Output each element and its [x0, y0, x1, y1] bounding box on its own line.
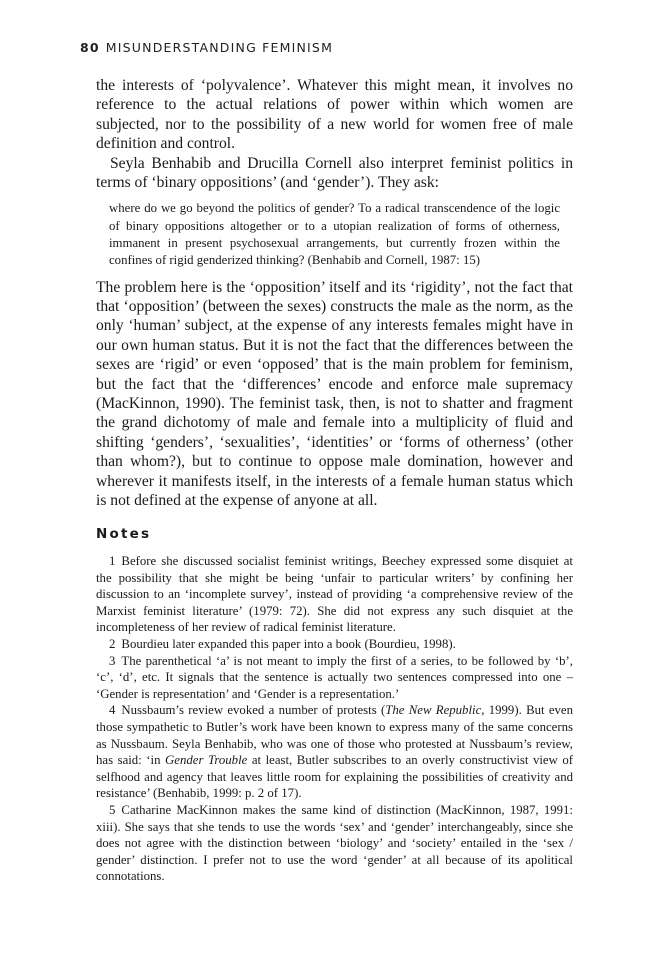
note-number: 2 [109, 636, 116, 651]
paragraph-1: the interests of ‘polyvalence’. Whatever this might mean, it involves no reference to the actual relations of power within which women are subjected, nor to the possibility of a new world for women free of male definition and control. [96, 77, 573, 153]
note-text: at least, Butler subscribes to an overly constructivist view of selfhood and agency that leaves little room for explaining the possibilities of creativity and resistance’ (Benhabib, 1999: p. 2 of 17). [96, 753, 574, 801]
note-2 [96, 636, 573, 653]
notes-heading: Notes [96, 526, 152, 542]
paragraph-2: Seyla Benhabib and Drucilla Cornell also interpret feminist politics in terms of ‘binary oppositions’ (and ‘gender’). They ask: [96, 154, 573, 192]
main-text [96, 76, 573, 511]
note-title-italic: Gender Trouble [165, 753, 248, 768]
note-text: Bourdieu later expanded this paper into a book (Bourdieu, 1998). [121, 636, 456, 651]
note-3 [96, 653, 573, 703]
note-1 [96, 553, 573, 636]
note-text: The parenthetical ‘a’ is not meant to imply the first of a series, to be followed by ‘b’, ‘c’, ‘d’, etc. It signals that the sentence is actually two sentences compressed into one – ‘Gender is representation’ and ‘Gender is a representation.’ [96, 653, 573, 701]
note-title-italic: The New Republic [385, 703, 482, 718]
note-text: Catharine MacKinnon makes the same kind of distinction (MacKinnon, 1987, 1991: xiii). She says that she tends to use the words ‘sex’ and ‘gender’ interchangeably, since she does not agree with the distinction between ‘biology’ and ‘society’ entailed in the ‘sex / gender’ distinction. I prefer not to use the word ‘gender’ at all because of its apolitical connotations. [96, 802, 573, 884]
block-quote: where do we go beyond the politics of gender? To a radical transcendence of the logic of binary oppositions altogether or to a utopian realization of forms of otherness, immanent in present psychosexual arrangements, but currently frozen within the confines of rigid genderized thinking? (Benhabib and Cornell, 1987: 15) [109, 201, 560, 268]
running-title: MISUNDERSTANDING FEMINISM [105, 40, 334, 55]
note-text: , 1999). But even those sympathetic to Butler’s work have been known to express many of the same concerns as Nussbaum. Seyla Benhabib, who was one of those who protested at Nussbaum’s review, has said: ‘in [96, 703, 574, 768]
running-head [80, 40, 333, 55]
note-number: 5 [109, 802, 116, 817]
note-4 [96, 702, 573, 802]
note-text: Nussbaum’s review evoked a number of protests ( [121, 703, 386, 718]
note-number: 3 [109, 653, 116, 668]
note-5 [96, 802, 573, 885]
note-text: Before she discussed socialist feminist writings, Beechey expressed some disquiet at the possibility that she might be being ‘unfair to particular writers’ by confining her discussion to an ‘incomplete survey’, instead of providing ‘a comprehensive review of the Marxist feminist literature’ (1979: 72). She did not express any such disquiet at the incompleteness of her review of radical feminist literature. [96, 554, 573, 635]
paragraph-3: The problem here is the ‘opposition’ itself and its ‘rigidity’, not the fact that that ‘opposition’ (between the sexes) constructs the male as the norm, as the only ‘human’ subject, at the expense of any interests females might have in our own human status. But it is not the fact that the differences between the sexes are ‘rigid’ or even ‘opposed’ that is the main problem for feminism, but the fact that the ‘differences’ encode and enforce male supremacy (MacKinnon, 1990). The feminist task, then, is not to shatter and fragment the grand dichotomy of male and female into a multiplicity of fluid and shifting ‘genders’, ‘sexualities’, ‘identities’ or ‘forms of otherness’ (other than whom?), but to continue to oppose male domination, however and wherever it manifests itself, in the interests of a female human status which is not defined at the expense of anyone at all. [96, 278, 573, 510]
note-number: 4 [109, 703, 116, 718]
page-number: 80 [80, 40, 100, 55]
notes-section [96, 553, 573, 885]
note-number: 1 [109, 554, 116, 568]
